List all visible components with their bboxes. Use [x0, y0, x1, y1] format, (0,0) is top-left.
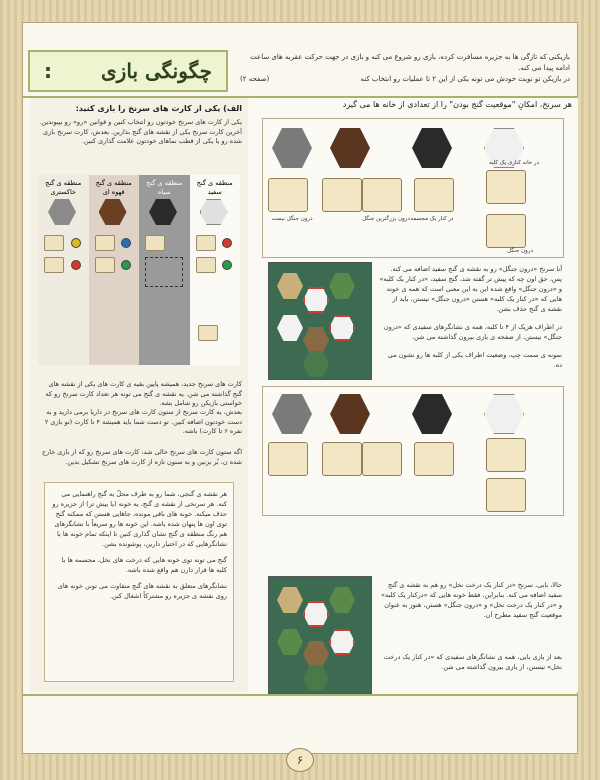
forest-hex [303, 351, 329, 377]
hut-hex [303, 327, 329, 353]
marker-dot-icon [121, 260, 131, 270]
clue-card-icon [145, 235, 165, 251]
marker-dot-icon [222, 238, 232, 248]
white-marker-hex [277, 315, 303, 341]
note-para-2: گنج می تونه توی خونه هایی که درخت های نخل، مجسمه ها یا کلبه ها قرار دارن هم واقع شده باشه. [61, 556, 227, 574]
treasure-columns [38, 175, 240, 365]
clue-card-icon [196, 235, 216, 251]
clue-card-icon [95, 235, 115, 251]
section-header [28, 50, 228, 92]
left-para-4: اگه ستون کارت های سرنخ خالی شد، کارت های سرنخ رو که از بازی خارج شده ن، بُر بزنین و به ستون تازه از کارت های سرنخ تشکیل بدین. [41, 448, 242, 466]
clue-card-icon [196, 257, 216, 273]
island-board-example-2 [268, 576, 372, 694]
footer-divider [22, 694, 578, 696]
clue-card-statue [414, 178, 454, 212]
clue-card-icon [44, 235, 64, 251]
forest-hex [303, 665, 329, 691]
island-board-example-1 [268, 262, 372, 380]
marker-dot-icon [121, 238, 131, 248]
clue-card [322, 442, 362, 476]
page-number: ۶ [286, 748, 314, 772]
example-2-text-a: حالا، بابی، سرنخ «در کنار یک درخت نخل» رو هم به نقشه ی گنج سفید اضافه می کنه. بنابراین، فقط خونه هایی که «درکنار یک کلبه» و «در کنار یک درخت نخل» و «درون جنگل» هستن، هنوز به عنوان موقعیت گنج سفید مطرح اَن. [381, 581, 562, 619]
column-white-label: منطقه ی گنج سفید [196, 179, 233, 196]
placed-card-icon [198, 325, 218, 341]
white-marker-stack-icon [200, 199, 228, 225]
white-marker-hex [329, 315, 355, 341]
forest-hex [277, 629, 303, 655]
column-brown [89, 175, 140, 365]
clue-card-big-forest [362, 178, 402, 212]
forest-hex [329, 273, 355, 299]
intro-text [240, 52, 570, 85]
forest-hex [329, 587, 355, 613]
brown-marker-stack-icon [99, 199, 127, 225]
intro-line-2: در بازیکن تو نوبت خودش می تونه یکی از این ۲ تا عملیات رو انتخاب کنه [360, 75, 570, 83]
card-label: در خانه کناری یک کلبه [488, 160, 540, 166]
column-black-label: منطقه ی گنج سیاه [146, 179, 183, 196]
column-gray [38, 175, 89, 365]
column-brown-label: منطقه ی گنج قهوه ای [95, 179, 132, 196]
column-white [190, 175, 241, 365]
left-title: الف) یکی از کارت های سرنخ را بازی کنید: [75, 104, 242, 113]
clue-card [486, 438, 526, 472]
clue-card-hut [322, 178, 362, 212]
section-head: هر سرنخ، امکانِ "موقعیت گنج بودن" را از تعدادی از خانه ها می گیرد [342, 100, 572, 109]
card-label: درون جنگل [507, 248, 533, 254]
intro-line-1: بازیکنی که تازگی ها به جزیره مسافرت کرده، بازی رو شروع می کنه و بازی در جهت حرکت عقربه های ساعت ادامه پیدا می کنه. [250, 53, 570, 72]
page-title: چگونگی بازی [101, 59, 212, 83]
card-label: درون جنگل نیست [271, 216, 313, 222]
example-1-text-b: در اطراف هریک از ۴ تا کلبه، همه ی نشانگرهای سفیدی که «درون جنگل» نیستن، از صفحه ی بازی بیرون گذاشته می شن. [383, 323, 562, 341]
white-marker-hex [303, 601, 329, 627]
note-para-3: نشانگرهای متعلق به نقشه های گنج متفاوت می تونن خونه های روی نقشه ی جزیره رو مشترکاً اشغال کنن. [57, 582, 227, 600]
example-2-text-b: بعد از بازی بابی، همه ی نشانگرهای سفیدی که «در کنار یک درخت نخل» نیستن، از بازی بیرون گذاشته می شن. [383, 653, 562, 671]
sand-hex [277, 273, 303, 299]
header-colon: : [44, 59, 52, 83]
left-para-2: کارت های سرنخ جدید، همیشه پایین بقیه ی کارت های یکی از نقشه های گنج گذاشته می شن. یه نقشه ی گنج می تونه هر تعداد کارت سرنخ رو که خواستی بازیکن رو شامل بشه. [45, 380, 242, 407]
gray-marker-stack-icon [48, 199, 76, 225]
example-1-text-c: نمونه ی سمت چپ، وضعیت اطراف یکی از کلبه ها رو نشون می ده. [387, 351, 562, 369]
clue-card [414, 442, 454, 476]
clue-card [486, 478, 526, 512]
marker-dot-icon [71, 238, 81, 248]
clue-card-not-forest [268, 178, 308, 212]
column-black [139, 175, 190, 365]
rules-note-box [44, 482, 234, 682]
left-para-3: بعدش، یه کارت سرنخ از ستون کارت های سرنخ در داریا برمی دارید و به دست خودتون اضافه کنین. تو دست شما باید همیشه ۴ تا کارت (تو بازی ۲ نفره ۶ تا کارت) باشه. [44, 408, 242, 435]
card-label: در کنار یک مجسمه [410, 216, 454, 222]
white-marker-hex [329, 629, 355, 655]
marker-dot-icon [222, 260, 232, 270]
empty-card-slot [145, 257, 183, 287]
clue-card-next-to-hut [486, 170, 526, 204]
hut-hex [303, 641, 329, 667]
sand-hex [277, 587, 303, 613]
marker-dot-icon [71, 260, 81, 270]
column-gray-label: منطقه ی گنج خاکستری [45, 179, 82, 196]
clue-card [268, 442, 308, 476]
white-marker-hex [303, 287, 329, 313]
intro-page-ref: (صفحه ۲) [240, 75, 270, 83]
clue-card-icon [95, 257, 115, 273]
clue-card-icon [44, 257, 64, 273]
left-para-1: یکی از کارت های سرنخ خودتون رو انتخاب کنین و قوانین «رو» رو بپیوندین. آخرین کارت سرنخ یکی از نقشه های گنج بذارین. بعدش، کارت سرنخ بازی شده رو یا یکی از قطب نماهای خودتون علامت گذاری کنین. [39, 118, 242, 145]
card-label: درون بزرگترین جنگل [362, 216, 410, 222]
clue-card-in-forest [486, 214, 526, 248]
note-para-1: هر نقشه ی گنجی، شما رو به طرف محلّ یه گنج راهنمایی می کنه. هر سرنخی از نقشه ی گنج، یه خونه (یا بیش تر) از جزیره رو حذف میکنه. خونه های باقی مونده، جاهایی هستن که ممکنه گنج توی اون ها پنهان شده باشه. این خونه ها رو سریعاً با نشانگرهای هم رنگ منطقه ی گنج نشان گذاری کنین تا اینکه تمام خونه ها با نشانگرهایی که در اختیار دارین، پوشونده بشن. [52, 490, 227, 548]
clue-card [362, 442, 402, 476]
example-1-text-a: آنا سرنخ «درون جنگل» رو به نقشه ی گنج سفید اضافه می کنه. پس، حق اون چه که پیش تر گفته شد، گنج سفید، «در کنار یک کلبه» و «درون جنگل» واقع شده این به این معنی است که همه ی خونه هایی که «در کنار یک کلبه» هستن «درون جنگل» نیستن، باید از نقشه ی گنج حذف بشن. [379, 265, 562, 313]
black-marker-stack-icon [149, 199, 177, 225]
